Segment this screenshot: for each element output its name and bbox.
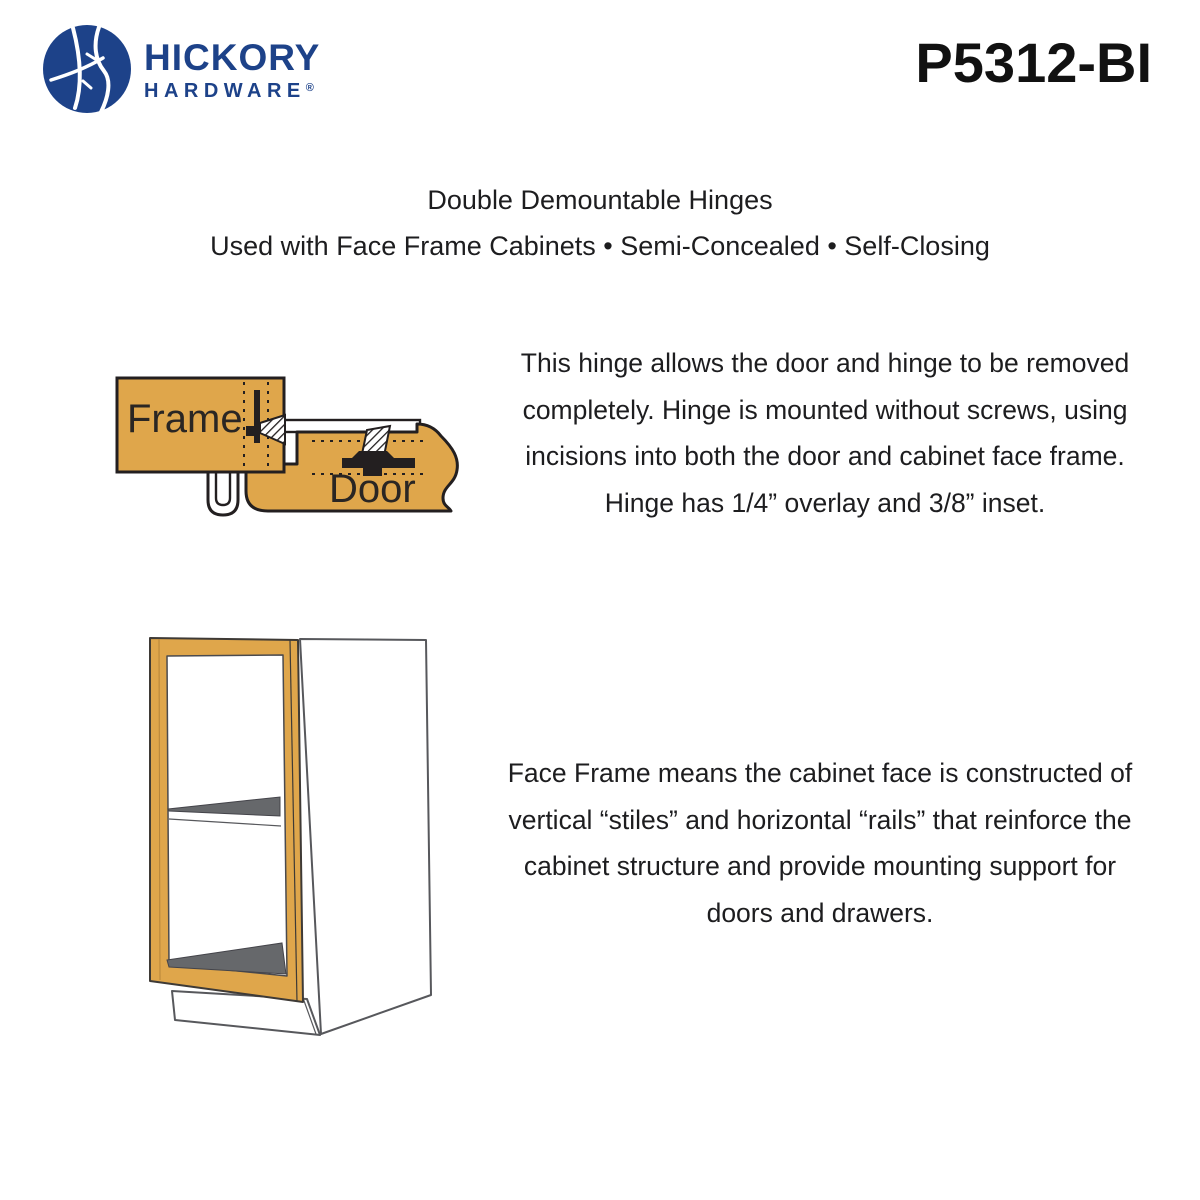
brand-logo (42, 24, 320, 114)
brand-wordmark (144, 39, 320, 101)
frame-hinge-plate (254, 390, 260, 443)
hinge-diagram (105, 374, 477, 531)
frame-label: Frame (127, 397, 243, 441)
headline-line1: Double Demountable Hinges (427, 185, 773, 215)
frame-hinge-plate-nub (246, 426, 254, 436)
door-label: Door (329, 467, 416, 511)
registered-mark: ® (305, 82, 314, 94)
hinge-arm (284, 420, 420, 432)
cabinet-side-panel (300, 639, 431, 1034)
hinge-diagram-illustration (105, 374, 477, 526)
brand-name-line1: HICKORY (144, 37, 321, 78)
door-bracket-wedge (352, 451, 394, 458)
face-frame-description: Face Frame means the cabinet face is constructed of vertical “stiles” and horizontal “rails” that reinforce the cabinet structure and provide mounting support for doors and drawers. (507, 758, 1133, 928)
hickory-logo-icon (42, 24, 132, 114)
face-frame-cabinet-illustration (140, 618, 485, 1078)
hinge-description: This hinge allows the door and hinge to be removed completely. Hinge is mounted without screws, using incisions into both the door and cabinet face frame. Hinge has 1/4” overlay and 3/8” inset. (520, 348, 1130, 518)
headline-line2: Used with Face Frame Cabinets • Semi-Concealed • Self-Closing (210, 231, 990, 261)
brand-name-line2: HARDWARE® (144, 80, 314, 102)
cabinet-diagram (140, 618, 485, 1083)
headline (0, 177, 1200, 269)
product-code: P5312-BI (915, 31, 1152, 94)
